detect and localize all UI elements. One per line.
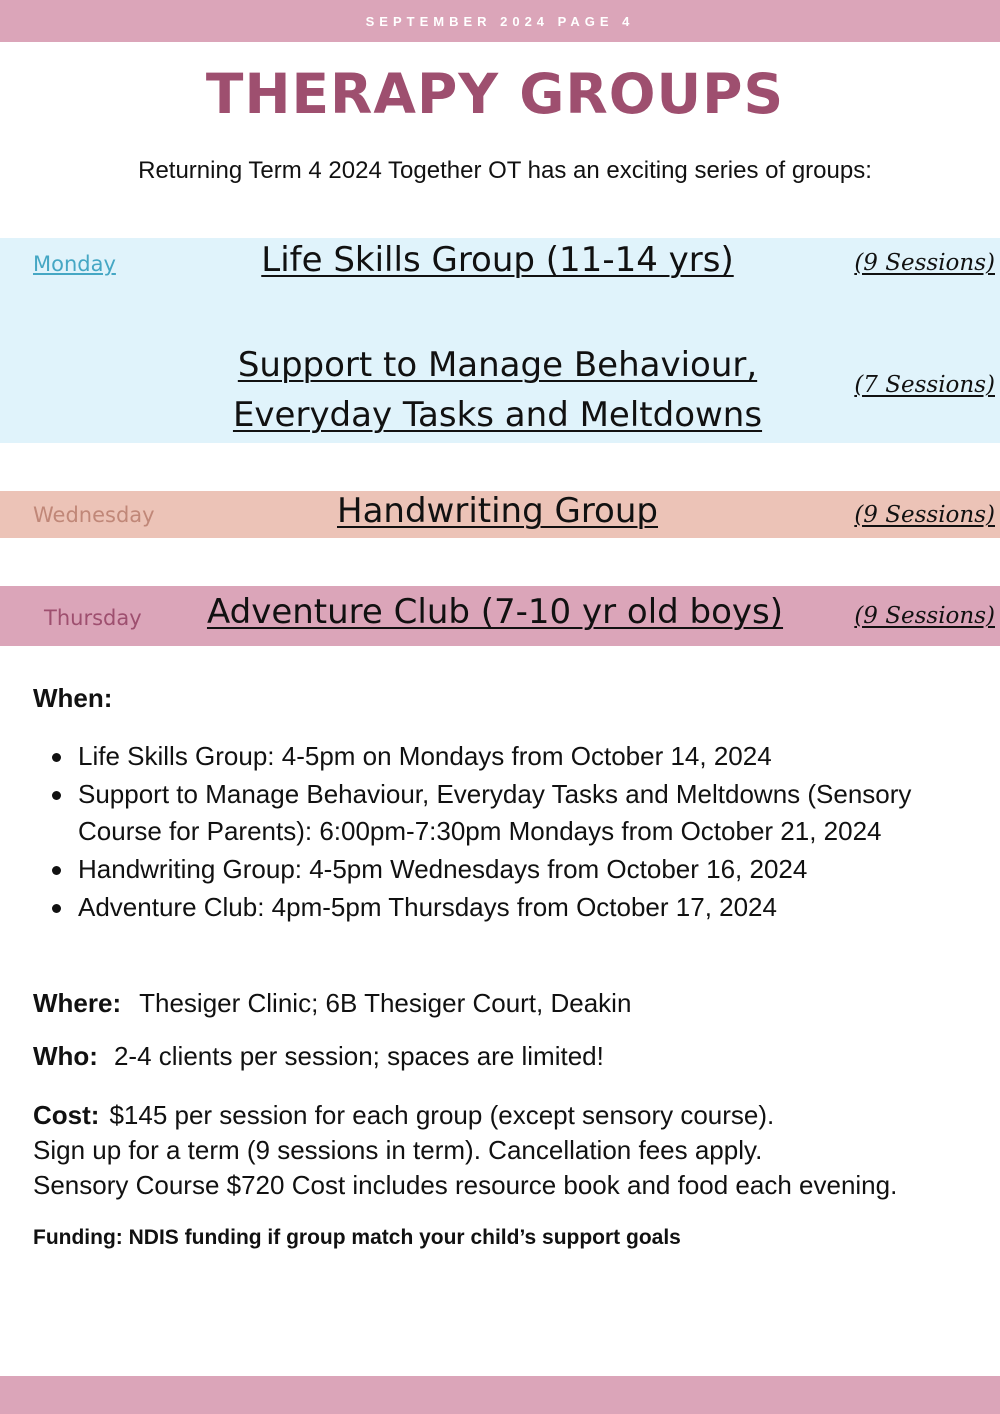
list-item: Handwriting Group: 4-5pm Wednesdays from October 16, 2024 (78, 851, 978, 889)
cost-line1: $145 per session for each group (except sensory course). (109, 1100, 775, 1130)
when-heading: When: (33, 683, 113, 713)
life-skills-sessions: (9 Sessions) (854, 250, 995, 276)
life-skills-group-link[interactable]: Life Skills Group (11-14 yrs) (261, 240, 734, 280)
support-behaviour-group-link[interactable] (200, 340, 795, 440)
cost-line3: Sensory Course $720 Cost includes resource book and food each evening. (33, 1170, 898, 1200)
list-item: Adventure Club: 4pm-5pm Thursdays from October 17, 2024 (78, 889, 978, 927)
when-list (78, 738, 978, 927)
adventure-club-link[interactable]: Adventure Club (7-10 yr old boys) (206, 592, 784, 632)
header-banner-text: SEPTEMBER 2024 PAGE 4 (365, 13, 635, 29)
list-item: Life Skills Group: 4-5pm on Mondays from October 14, 2024 (78, 738, 978, 776)
page-title: THERAPY GROUPS (205, 62, 785, 126)
who-label: Who: (33, 1041, 98, 1071)
wednesday-label: Wednesday (33, 503, 155, 527)
monday-link[interactable]: Monday (33, 252, 116, 276)
handwriting-sessions: (9 Sessions) (854, 502, 995, 528)
support-behaviour-line1: Support to Manage Behaviour, (237, 345, 758, 385)
handwriting-group-link[interactable]: Handwriting Group (337, 491, 658, 531)
funding-note: Funding: NDIS funding if group match your child’s support goals (33, 1226, 681, 1249)
who-value: 2-4 clients per session; spaces are limited! (113, 1041, 604, 1071)
cost-label: Cost: (33, 1100, 100, 1130)
intro-text: Returning Term 4 2024 Together OT has an exciting series of groups: (138, 157, 872, 184)
where-line (33, 988, 631, 1019)
support-behaviour-line2: Everyday Tasks and Meltdowns (232, 395, 763, 435)
cost-line2: Sign up for a term (9 sessions in term). Cancellation fees apply. (33, 1135, 763, 1165)
who-line (33, 1041, 604, 1072)
where-value: Thesiger Clinic; 6B Thesiger Court, Deakin (139, 988, 632, 1018)
thursday-label: Thursday (44, 606, 142, 630)
where-label: Where: (33, 988, 122, 1018)
list-item: Support to Manage Behaviour, Everyday Tasks and Meltdowns (Sensory Course for Parents): 6:00pm-7:30pm Mondays from October 21, 2024 (78, 776, 978, 851)
support-behaviour-sessions: (7 Sessions) (854, 372, 995, 398)
header-banner (0, 0, 1000, 42)
cost-block (33, 1098, 897, 1203)
footer-bar (0, 1376, 1000, 1414)
adventure-club-sessions: (9 Sessions) (854, 603, 995, 629)
